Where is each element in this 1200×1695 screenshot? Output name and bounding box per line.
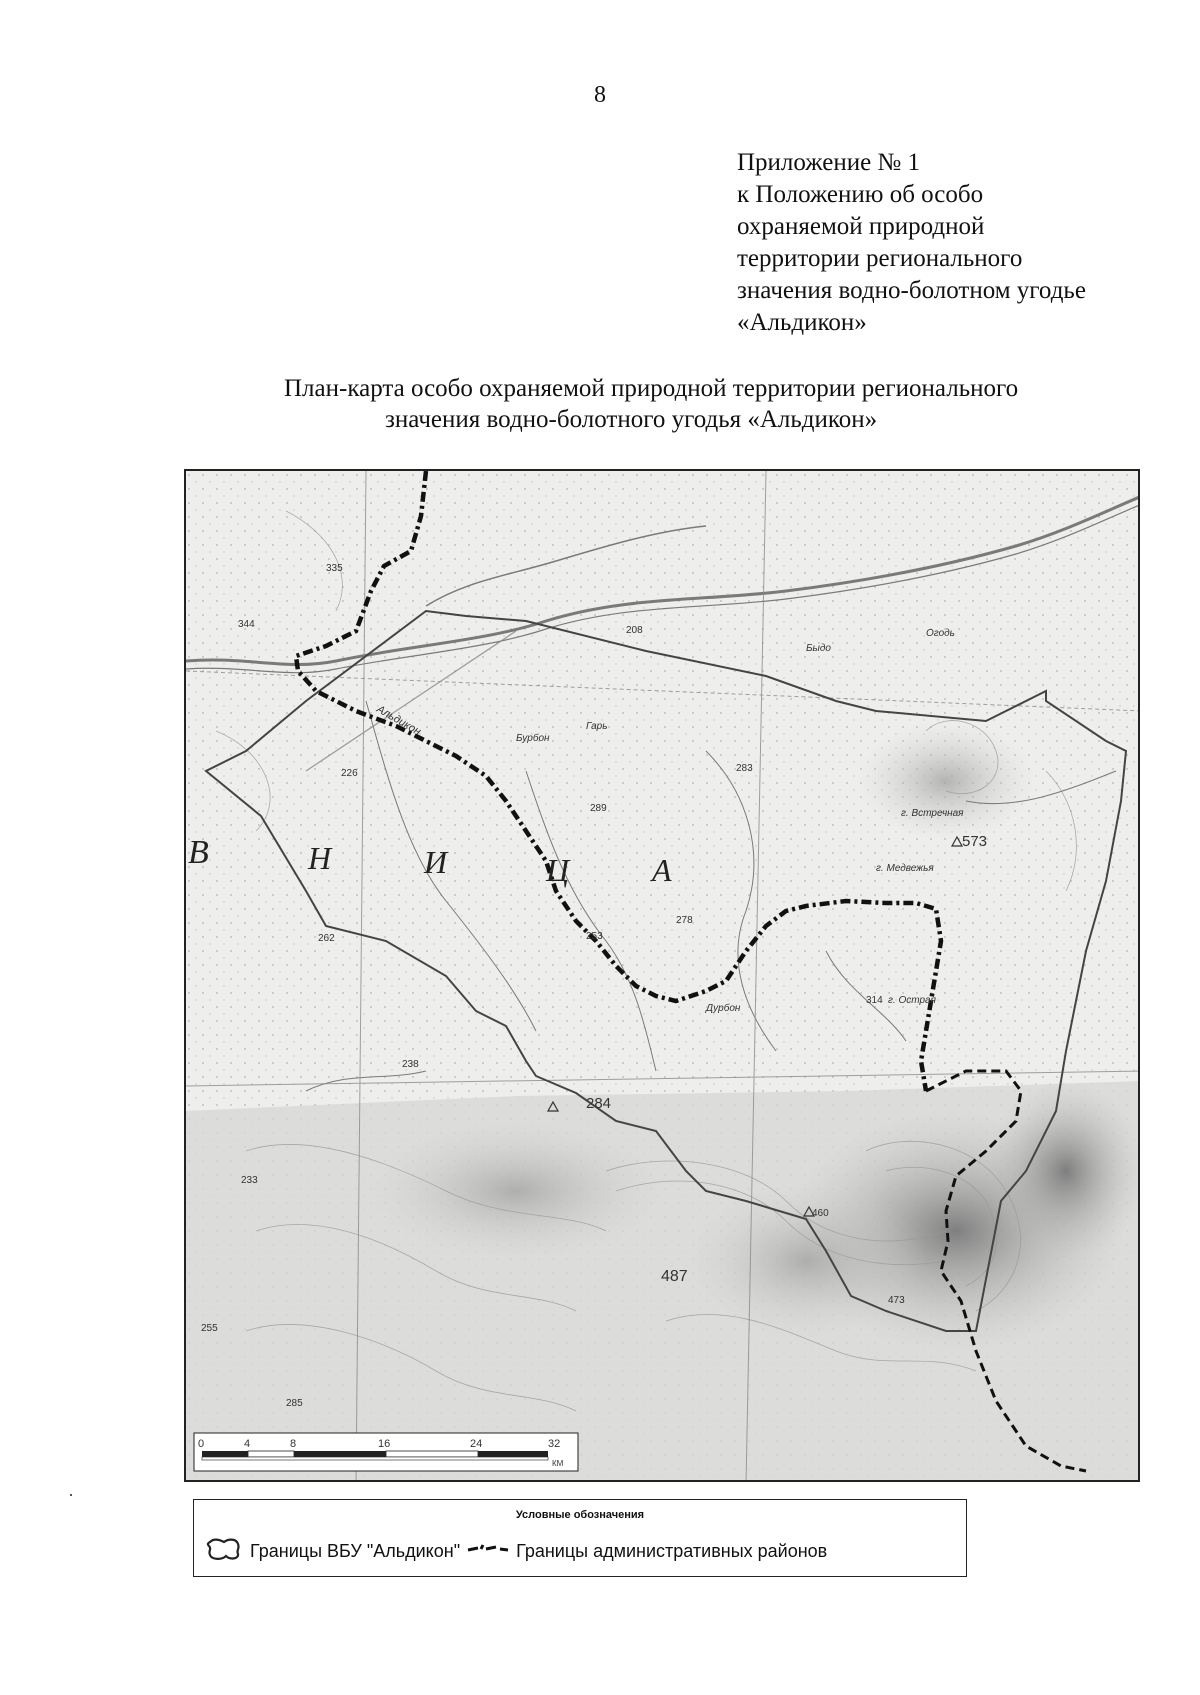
legend-row [204, 1536, 833, 1567]
elevation-label: 262 [318, 933, 335, 944]
place-label: г. Встречная [901, 808, 964, 819]
scale-unit: КМ [552, 1459, 564, 1468]
elevation-label: 460 [812, 1208, 829, 1219]
map-legend [193, 1499, 967, 1577]
elevation-label: 344 [238, 619, 255, 630]
legend-label: Границы административных районов [516, 1541, 828, 1561]
place-label: Гарь [586, 721, 608, 732]
scale-tick: 8 [290, 1438, 297, 1450]
title-line-2: значения водно-болотного угодья «Альдикон» [385, 406, 878, 433]
scale-tick: 16 [378, 1438, 391, 1450]
place-label: г. Медвежья [876, 863, 934, 874]
appendix-line: Приложение № 1 [737, 149, 921, 176]
elevation-label: 255 [201, 1323, 218, 1334]
hill-shade [686, 1181, 926, 1341]
map-canvas [186, 471, 1140, 1482]
region-letter: Н [308, 840, 332, 876]
elevation-label: 208 [626, 625, 643, 636]
elevation-label: 473 [888, 1295, 905, 1306]
elevation-label: 253 [586, 931, 603, 942]
elevation-label: 335 [326, 563, 343, 574]
elevation-label: 289 [590, 803, 607, 814]
region-letter: В [188, 834, 209, 871]
scale-bar [194, 1433, 578, 1471]
scale-tick: 0 [198, 1438, 205, 1450]
vbu-boundary-icon [204, 1536, 244, 1567]
hill-shade [366, 1121, 666, 1261]
appendix-line: «Альдикон» [737, 309, 867, 336]
elevation-label: 226 [341, 768, 358, 779]
elevation-label: 238 [402, 1059, 419, 1070]
place-label: Бурбон [516, 733, 550, 744]
appendix-line: к Положению об особо [737, 181, 984, 208]
appendix-line: территории регионального [737, 245, 1023, 272]
appendix-line: значения водно-болотном угодье [737, 277, 1086, 304]
appendix-line: охраняемой природной [737, 213, 985, 240]
scale-tick: 4 [244, 1438, 251, 1450]
elevation-label: 278 [676, 915, 693, 926]
place-label: Огодь [926, 628, 955, 639]
scale-tick: 32 [548, 1438, 561, 1450]
elevation-label: 487 [661, 1268, 688, 1285]
elevation-label: 573 [962, 833, 988, 850]
appendix-header [737, 147, 1157, 339]
page-number: 8 [594, 82, 606, 108]
elevation-label: 314 [866, 995, 883, 1006]
hill-shade [986, 1081, 1140, 1261]
place-label: Альдикон [374, 703, 423, 739]
elevation-label: 285 [286, 1398, 303, 1409]
place-label: Дурбон [706, 1003, 741, 1014]
elevation-label: 233 [241, 1175, 258, 1186]
hill-shade [856, 721, 1036, 841]
legend-title: Условные обозначения [515, 1509, 645, 1521]
legend-label: Границы ВБУ "Альдикон" [250, 1541, 461, 1561]
margin-mark [70, 1494, 72, 1496]
region-letter: А [652, 852, 672, 888]
admin-boundary-icon [466, 1540, 510, 1563]
place-label: г. Острая [888, 995, 936, 1006]
title-line-1: План-карта особо охраняемой природной территории регионального [284, 375, 1019, 402]
plan-map [184, 469, 1140, 1482]
place-label: Быдо [806, 643, 831, 654]
scale-tick: 24 [470, 1438, 483, 1450]
document-title [0, 373, 1200, 435]
elevation-label: 283 [736, 763, 753, 774]
elevation-label: 284 [586, 1095, 612, 1112]
region-letter: Ц [546, 852, 570, 888]
region-letter: И [424, 844, 448, 880]
